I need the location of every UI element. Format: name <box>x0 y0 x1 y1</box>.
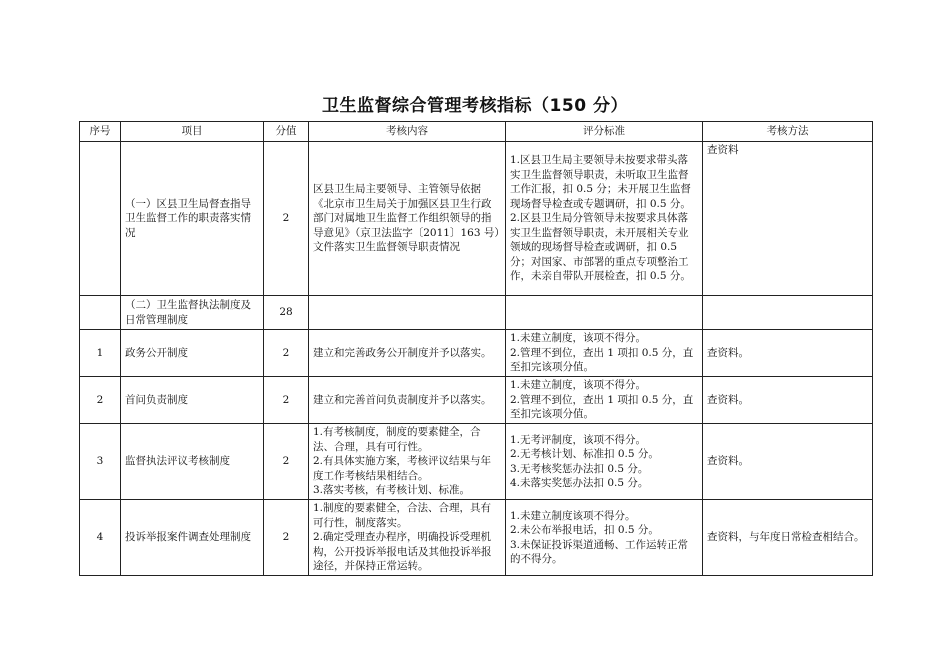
row-score: 28 <box>264 296 309 330</box>
table-row <box>80 500 873 576</box>
page-title: 卫生监督综合管理考核指标（150 分） <box>322 96 628 116</box>
row-score: 2 <box>264 142 309 296</box>
row-method <box>703 296 873 330</box>
row-item: 监督执法评议考核制度 <box>121 424 264 500</box>
table-row <box>80 377 873 424</box>
row-item: 政务公开制度 <box>121 330 264 377</box>
row-criteria: 1.未建立制度，该项不得分。 2.管理不到位，查出 1 项扣 0.5 分，直至扣完该项分值。 <box>506 377 703 424</box>
row-score: 2 <box>264 330 309 377</box>
table-row <box>80 330 873 377</box>
row-criteria: 1.区县卫生局主要领导未按要求带头落实卫生监督领导职责，未听取卫生监督工作汇报，扣 0.5 分；未开展卫生监督现场督导检查或专题调研，扣 0.5 分。 2.区县卫生局分管领导未按要求具体落实卫生监督领导职责，未开展相关专业领域的现场督导检查或调研，扣 0.5 分；对国家、市部署的重点专项整治工作，未亲自带队开展检查，扣 0.5 分。 <box>506 142 703 296</box>
row-score: 2 <box>264 377 309 424</box>
row-method: 查资料 <box>703 142 873 296</box>
row-content <box>309 296 506 330</box>
header-method: 考核方法 <box>703 122 873 142</box>
row-content: 建立和完善政务公开制度并予以落实。 <box>309 330 506 377</box>
row-score: 2 <box>264 424 309 500</box>
header-item: 项目 <box>121 122 264 142</box>
row-no <box>80 296 121 330</box>
header-content: 考核内容 <box>309 122 506 142</box>
row-content: 区县卫生局主要领导、主管领导依据《北京市卫生局关于加强区县卫生行政部门对属地卫生监督工作组织领导的指导意见》（京卫法监字〔2011〕163 号）文件落实卫生监督领导职责情况 <box>309 142 506 296</box>
row-no: 1 <box>80 330 121 377</box>
table-row <box>80 424 873 500</box>
table-header-row <box>80 122 873 142</box>
row-method: 查资料，与年度日常检查相结合。 <box>703 500 873 576</box>
assessment-table <box>79 121 873 576</box>
row-item: 首问负责制度 <box>121 377 264 424</box>
header-criteria: 评分标准 <box>506 122 703 142</box>
row-item: （二）卫生监督执法制度及日常管理制度 <box>121 296 264 330</box>
row-no: 2 <box>80 377 121 424</box>
row-criteria: 1.未建立制度该项不得分。 2.未公布举报电话，扣 0.5 分。 3.未保证投诉渠道通畅、工作运转正常的不得分。 <box>506 500 703 576</box>
row-method: 查资料。 <box>703 424 873 500</box>
row-no <box>80 142 121 296</box>
row-item: 投诉举报案件调查处理制度 <box>121 500 264 576</box>
row-no: 3 <box>80 424 121 500</box>
header-no: 序号 <box>80 122 121 142</box>
row-content: 1.制度的要素健全，合法、合理，具有可行性，制度落实。 2.确定受理查办程序，明确投诉受理机构，公开投诉举报电话及其他投诉举报途径，并保持正常运转。 <box>309 500 506 576</box>
row-no: 4 <box>80 500 121 576</box>
table-row <box>80 142 873 296</box>
row-criteria <box>506 296 703 330</box>
row-criteria: 1.未建立制度，该项不得分。 2.管理不到位，查出 1 项扣 0.5 分，直至扣完该项分值。 <box>506 330 703 377</box>
row-method: 查资料。 <box>703 330 873 377</box>
row-method: 查资料。 <box>703 377 873 424</box>
row-item: （一）区县卫生局督查指导卫生监督工作的职责落实情况 <box>121 142 264 296</box>
header-score: 分值 <box>264 122 309 142</box>
table-row <box>80 296 873 330</box>
row-criteria: 1.无考评制度，该项不得分。 2.无考核计划、标准扣 0.5 分。 3.无考核奖惩办法扣 0.5 分。 4.未落实奖惩办法扣 0.5 分。 <box>506 424 703 500</box>
row-content: 1.有考核制度，制度的要素健全，合法、合理，具有可行性。 2.有具体实施方案，考核评议结果与年度工作考核结果相结合。 3.落实考核，有考核计划、标准。 <box>309 424 506 500</box>
row-score: 2 <box>264 500 309 576</box>
row-content: 建立和完善首问负责制度并予以落实。 <box>309 377 506 424</box>
